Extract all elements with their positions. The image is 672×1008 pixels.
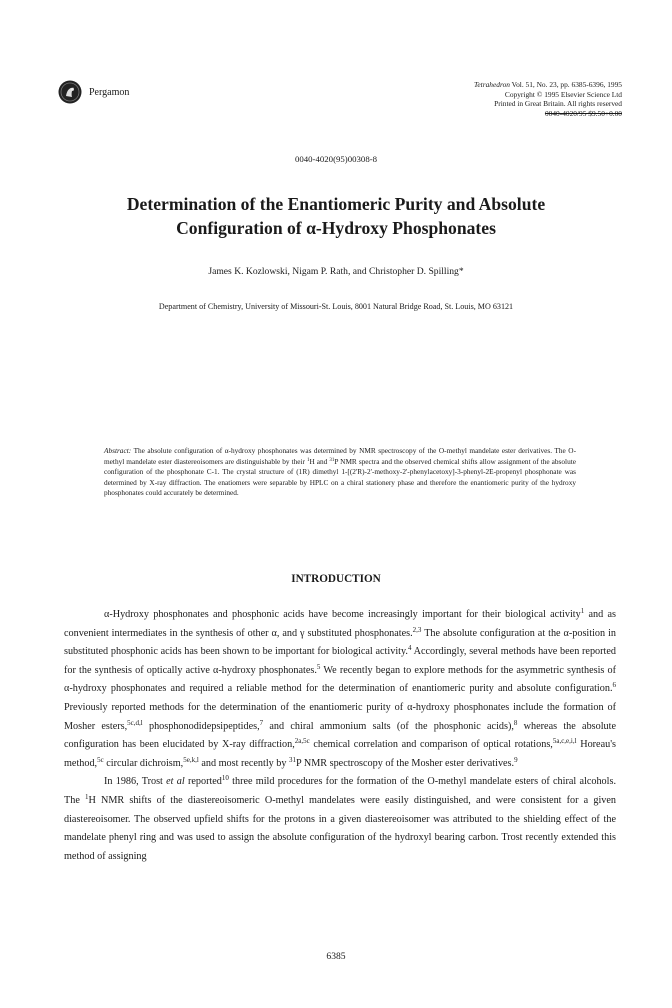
text-run: chemical correlation and comparison of optical rotations, <box>309 739 553 751</box>
printed-line: Printed in Great Britain. All rights reserved <box>494 99 622 109</box>
abstract-label: Abstract: <box>104 446 132 455</box>
paper-title <box>60 192 612 240</box>
doi-code: 0040-4020(95)00308-8 <box>294 154 378 164</box>
abstract-text: H and <box>309 456 330 466</box>
reference-superscript: 5c <box>97 755 104 764</box>
text-run: and as convenient intermediates in the synthesis of other α, and γ substituted phosphonates. <box>64 609 617 639</box>
title-line-1: Determination of the Enantiomeric Purity and Absolute <box>126 194 546 214</box>
text-run: Horeau's method, <box>64 739 616 769</box>
text-run: reported <box>184 776 222 788</box>
abstract-text: P NMR spectra and the observed chemical shifts allow assignment of the absolute configuration of the phosphonate C-1. The crystal structure of (1R) dimethyl 1-[(2'R)-2'-methoxy-2'-phenylacetoxy]-3-phenyl-2E-propenyl phosphonate was determined by X-ray diffraction. The enatiomers were separable by HPLC on a chiral stationery phase and therefore the enantiomeric purity of the hydroxy phosphonates could accurately be determined. <box>104 456 576 497</box>
text-run: H NMR shifts of the diastereoisomeric O-methyl mandelates were easily distinguished, and were consistent for a given diastereoisomer. The observed upfield shifts for the protons in a given diastereoisomer was attributed to the shielding effect of the mandelate phenyl ring and was used to assign the absolute configuration of the hydroxyl bearing carbon. Trost recently extended this method of assigning <box>64 794 616 862</box>
text-run: and chiral ammonium salts (of the phosphonic acids), <box>263 720 514 732</box>
reference-superscript: 9 <box>514 755 518 764</box>
reference-superscript: 5a,c,e,i,l <box>552 737 577 746</box>
reference-superscript: 6 <box>612 681 616 690</box>
text-run: The absolute configuration at the α-position in substituted phosphonic acids has been shown to be important for biological activity. <box>64 627 616 658</box>
journal-header <box>362 80 622 118</box>
text-run: whereas the absolute configuration has been elucidated by X-ray diffraction, <box>64 720 616 751</box>
author-list: James K. Kozlowski, Nigam P. Rath, and Christopher D. Spilling* <box>208 266 464 277</box>
journal-name: Tetrahedron <box>473 80 510 89</box>
paragraph <box>64 773 616 866</box>
reference-superscript: 1 <box>85 792 89 801</box>
paragraph <box>64 606 616 773</box>
reference-superscript: 10 <box>221 774 229 783</box>
et-al: et al <box>166 776 185 788</box>
reference-superscript: 5 <box>316 662 321 671</box>
text-run: We recently began to explore methods for the asymmetric synthesis of α-hydroxy phosphonates and required a reliable method for the determination of enantiomeric purity and absolute configuration. <box>64 664 616 695</box>
pergamon-logo <box>58 80 82 104</box>
reference-superscript: 2a,5c <box>294 737 310 746</box>
superscript: 1 <box>307 457 310 463</box>
reference-superscript: 5c,d,l <box>127 718 143 727</box>
text-run: three mild procedures for the formation of the O-methyl mandelate esters of chiral alcohols. The <box>64 776 616 806</box>
reference-superscript: 2,3 <box>412 625 422 634</box>
superscript: 31 <box>329 457 335 463</box>
page-number: 6385 <box>326 951 346 962</box>
reference-superscript: 5e,k,l <box>183 755 199 764</box>
publisher-name: Pergamon <box>89 87 130 98</box>
text-run: In 1986, Trost <box>104 776 167 788</box>
text-run: Accordingly, several methods have been reported for the synthesis of optically active α-hydroxy phosphonates. <box>64 646 616 676</box>
affiliation: Department of Chemistry, University of Missouri-St. Louis, 8001 Natural Bridge Road, St. Louis, MO 63121 <box>158 302 514 311</box>
text-run: and most recently by <box>198 757 290 769</box>
journal-volume-info: Vol. 51, No. 23, pp. 6385-6396, 1995 <box>509 80 622 89</box>
reference-superscript: 7 <box>259 718 264 727</box>
reference-superscript: 1 <box>580 607 585 615</box>
reference-superscript: 4 <box>407 644 412 653</box>
body-text <box>64 606 616 866</box>
journal-citation <box>362 80 622 90</box>
copyright-line: Copyright © 1995 Elsevier Science Ltd <box>504 89 622 99</box>
text-run: Previously reported methods for the determination of the enantiomeric purity of α-hydroxy phosphonates include the formation of Mosher esters, <box>64 701 616 732</box>
title-line-2: Configuration of α-Hydroxy Phosphonates <box>176 218 496 238</box>
price-line: 0040-4020/95 $9.50+0.00 <box>544 108 622 118</box>
text-run: circular dichroism, <box>103 757 184 769</box>
abstract-text: The absolute configuration of α-hydroxy phosphonates was determined by NMR spectroscopy of the O-methyl mandelate ester derivatives. The O-methyl mandelate ester diastereoisomers are distinguishable by their <box>104 446 576 466</box>
text-run: phosphonodidepsipeptides, <box>142 720 260 732</box>
text-run: P NMR spectroscopy of the Mosher ester derivatives. <box>296 757 515 769</box>
abstract <box>104 446 576 499</box>
reference-superscript: 8 <box>513 718 518 727</box>
text-run: α-Hydroxy phosphonates and phosphonic acids have become increasingly important for their biological activity <box>104 609 581 620</box>
reference-superscript: 31 <box>289 755 297 764</box>
section-heading: INTRODUCTION <box>291 573 381 585</box>
